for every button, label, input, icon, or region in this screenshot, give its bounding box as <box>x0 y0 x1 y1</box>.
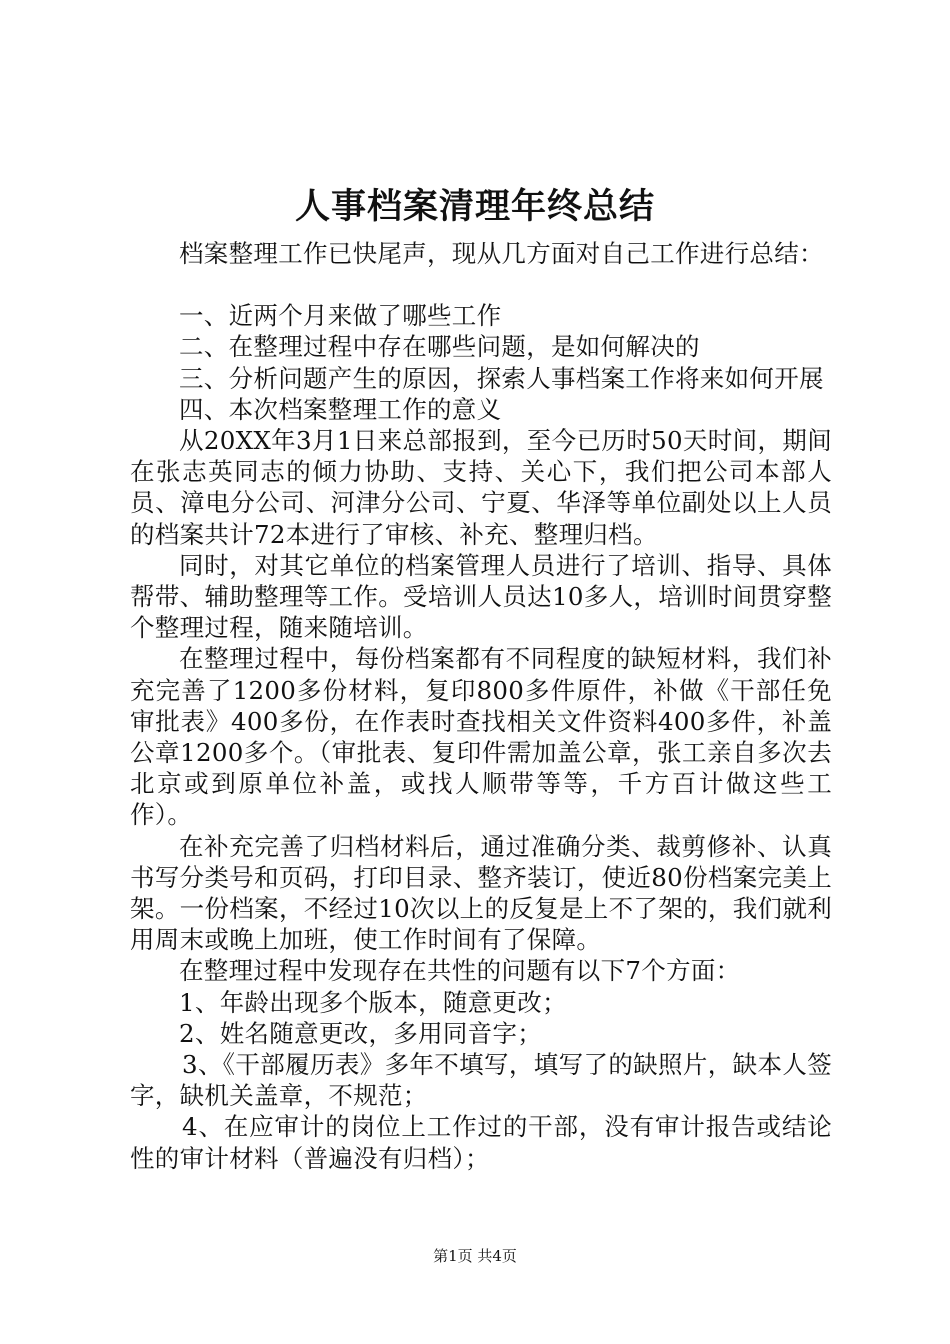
body-paragraph-4: 在补充完善了归档材料后，通过准确分类、裁剪修补、认真书写分类号和页码，打印目录、整齐装订，使近80份档案完美上架。一份档案，不经过10次以上的反复是上不了架的，我们就利用周末或晚上加班，使工作时间有了保障。 <box>130 831 832 955</box>
issue-item-4: 4、在应审计的岗位上工作过的干部，没有审计报告或结论性的审计材料（普遍没有归档）； <box>130 1112 832 1173</box>
outline-item-1: 一、近两个月来做了哪些工作 <box>179 301 502 331</box>
body-paragraph-3: 在整理过程中，每份档案都有不同程度的缺短材料，我们补充完善了1200多份材料，复印800多件原件，补做《干部任免审批表》400多份，在作表时查找相关文件资料400多件，补盖公章1200多个。（审批表、复印件需加盖公章，张工亲自多次去北京或到原单位补盖，或找人顺带等等，千方百计做这些工作）。 <box>130 644 832 830</box>
issue-item-2: 2、姓名随意更改，多用同音字； <box>179 1018 543 1048</box>
outline-item-3: 三、分析问题产生的原因，探索人事档案工作将来如何开展 <box>179 363 824 393</box>
issues-intro: 在整理过程中发现存在共性的问题有以下7个方面： <box>179 956 741 986</box>
issue-item-3: 3、《干部履历表》多年不填写，填写了的缺照片，缺本人签字，缺机关盖章，不规范； <box>130 1050 832 1111</box>
body-paragraph-2: 同时，对其它单位的档案管理人员进行了培训、指导、具体帮带、辅助整理等工作。受培训人员达10多人，培训时间贯穿整个整理过程，随来随培训。 <box>130 550 832 643</box>
document-body <box>130 238 832 1174</box>
document-title: 人事档案清理年终总结 <box>294 186 655 227</box>
body-paragraph-1: 从20XX年3月1日来总部报到，至今已历时50天时间，期间在张志英同志的倾力协助、支持、关心下，我们把公司本部人员、漳电分公司、河津分公司、宁夏、华泽等单位副处以上人员的档案共计72本进行了审核、补充、整理归档。 <box>130 426 832 549</box>
outline-item-2: 二、在整理过程中存在哪些问题，是如何解决的 <box>179 332 700 362</box>
issue-item-1: 1、年龄出现多个版本，随意更改； <box>179 987 567 1017</box>
intro-paragraph: 档案整理工作已快尾声，现从几方面对自己工作进行总结： <box>179 239 824 268</box>
page-footer: 第1页 共4页 <box>433 1247 517 1265</box>
outline-item-4: 四、本次档案整理工作的意义 <box>179 394 502 424</box>
